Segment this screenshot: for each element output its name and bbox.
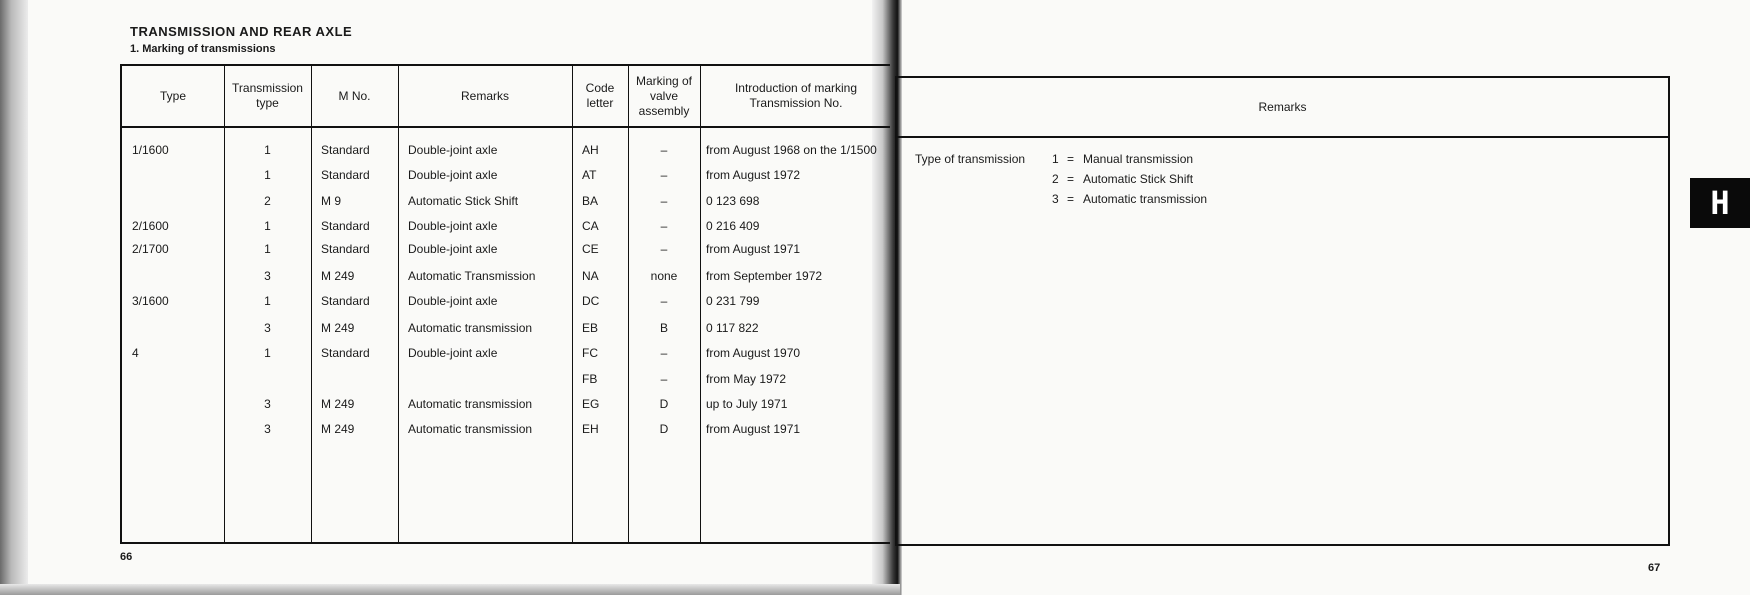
table-cell-intro: from August 1971 [706,242,801,256]
table-row [122,397,890,419]
table-cell-code: EG [582,397,600,411]
table-cell-ttype: 3 [264,397,271,411]
section-subtitle: 1. Marking of transmissions [130,43,276,55]
table-cell-code: DC [582,294,600,308]
table-cell-type: 2/1600 [132,219,169,233]
remarks-item-text: Automatic transmission [1083,192,1208,206]
table-cell-remarks: Automatic transmission [408,422,533,436]
table-cell-ttype: 1 [264,242,271,256]
table-cell-intro: up to July 1971 [706,397,788,411]
table-cell-intro: 0 123 698 [706,194,760,208]
table-cell-code: CA [582,219,599,233]
table-cell-remarks: Automatic transmission [408,397,533,411]
table-cell-marking: – [660,168,668,182]
table-cell-type: 1/1600 [132,143,169,157]
table-cell-intro: from August 1972 [706,168,801,182]
table-cell-code: NA [582,269,599,283]
page-title: TRANSMISSION AND REAR AXLE [130,24,353,39]
remarks-item-text: Automatic Stick Shift [1083,172,1194,186]
table-cell-ttype: 1 [264,143,271,157]
column-header-type: Type [159,88,186,103]
table-cell-code: BA [582,194,599,208]
table-cell-mno: Standard [321,242,370,256]
table-cell-marking: none [650,269,678,283]
table-cell-intro: from August 1971 [706,422,801,436]
table-cell-type: 3/1600 [132,294,169,308]
table-cell-mno: Standard [321,346,370,360]
table-cell-code: AH [582,143,599,157]
page-number-right: 67 [1648,562,1661,574]
remarks-header: Remarks [1258,100,1307,114]
table-cell-ttype: 3 [264,321,271,335]
remarks-item-number: 3 [1052,192,1059,206]
table-cell-marking: D [659,397,669,411]
remarks-item-separator: = [1067,192,1075,206]
transmission-table [120,64,890,544]
table-row [122,321,890,343]
table-cell-remarks: Double-joint axle [408,242,498,256]
page-number-left: 66 [120,551,133,563]
table-cell-remarks: Double-joint axle [408,346,498,360]
table-cell-mno: Standard [321,143,370,157]
table-cell-remarks: Double-joint axle [408,294,498,308]
column-header-marking: Marking of valve assembly [635,73,693,118]
column-header-transmission-type: Transmission type [232,81,303,110]
table-row [122,219,890,241]
table-cell-marking: – [660,346,668,360]
remarks-label: Type of transmission [915,152,1026,166]
table-cell-marking: – [660,372,668,386]
table-row [122,242,890,264]
table-cell-ttype: 1 [264,219,271,233]
table-row [122,294,890,316]
table-cell-ttype: 1 [264,168,271,182]
table-cell-intro: 0 231 799 [706,294,760,308]
remarks-item-separator: = [1067,152,1075,166]
column-header-introduction: Introduction of marking Transmission No. [734,81,858,110]
table-cell-intro: 0 117 822 [706,321,759,335]
remarks-item-number: 1 [1052,152,1059,166]
remarks-item-number: 2 [1052,172,1059,186]
table-cell-marking: – [660,242,668,256]
header-divider [897,136,1668,138]
table-cell-code: CE [582,242,599,256]
table-row [122,168,890,190]
table-cell-mno: Standard [321,168,370,182]
table-row [122,422,890,444]
table-cell-remarks: Automatic Stick Shift [408,194,519,208]
table-cell-ttype: 1 [264,294,271,308]
table-cell-marking: D [659,422,669,436]
table-cell-intro: 0 216 409 [706,219,760,233]
remarks-item-text: Manual transmission [1083,152,1194,166]
table-cell-mno: Standard [321,294,370,308]
table-cell-mno: M 249 [321,321,355,335]
table-cell-intro: from August 1970 [706,346,801,360]
table-row [122,143,890,165]
scan-edge-bottom [0,584,900,595]
table-row [122,269,890,291]
column-header-code-letter: Code letter [585,81,615,110]
table-cell-remarks: Double-joint axle [408,219,498,233]
column-header-remarks: Remarks [460,88,509,103]
table-cell-marking: – [660,194,668,208]
table-cell-intro: from August 1968 on the 1/1500 [706,143,877,157]
table-cell-code: EH [582,422,599,436]
table-cell-type: 2/1700 [132,242,169,256]
table-row [122,194,890,216]
header-divider [122,126,890,128]
table-cell-marking: – [660,143,668,157]
table-cell-mno: M 249 [321,269,355,283]
table-cell-code: FC [582,346,598,360]
table-cell-ttype: 3 [264,422,271,436]
remarks-table [895,76,1670,546]
table-cell-marking: B [659,321,668,335]
table-cell-code: FB [582,372,598,386]
table-row [122,372,890,394]
table-cell-mno: M 249 [321,422,355,436]
table-cell-code: AT [582,168,597,182]
table-cell-ttype: 1 [264,346,271,360]
table-row [122,346,890,368]
remarks-item-separator: = [1067,172,1075,186]
table-cell-ttype: 3 [264,269,271,283]
table-cell-intro: from May 1972 [706,372,787,386]
scan-edge-left [0,0,28,595]
column-header-m-no: M No. [338,88,371,103]
table-cell-remarks: Double-joint axle [408,168,498,182]
table-cell-remarks: Double-joint axle [408,143,498,157]
table-cell-intro: from September 1972 [706,269,823,283]
table-cell-mno: Standard [321,219,370,233]
table-cell-type: 4 [132,346,139,360]
section-tab-h: H [1690,178,1750,228]
table-cell-mno: M 9 [321,194,342,208]
table-cell-code: EB [582,321,599,335]
table-cell-mno: M 249 [321,397,355,411]
table-cell-ttype: 2 [264,194,271,208]
table-cell-marking: – [660,219,668,233]
table-cell-remarks: Automatic Transmission [408,269,536,283]
table-cell-remarks: Automatic transmission [408,321,533,335]
table-cell-marking: – [660,294,668,308]
